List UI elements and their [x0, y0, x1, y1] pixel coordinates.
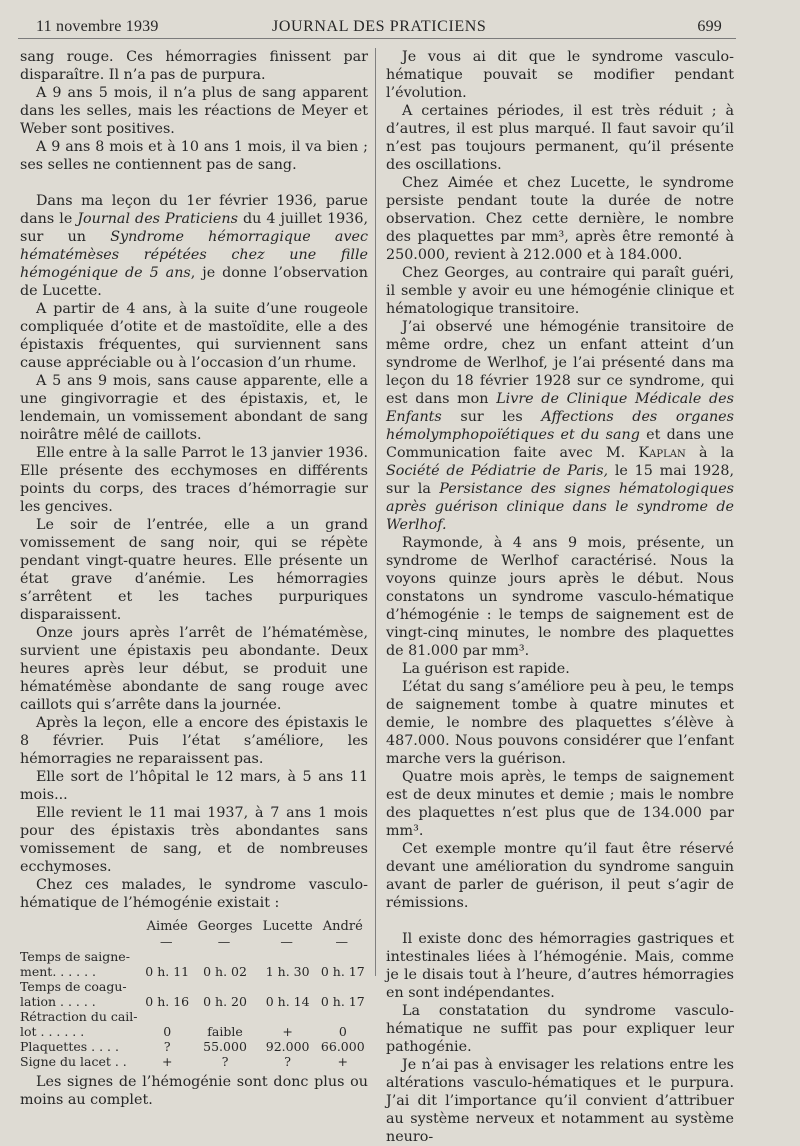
text-run: le 15 mai 1928, sur la: [386, 463, 734, 497]
column-header: Georges: [197, 919, 253, 934]
left-column: [20, 48, 368, 1109]
paragraph: La constatation du syndrome vasculo-hématique ne suffit pas pour expliquer leur pathogénie.: [386, 1003, 734, 1055]
text-run: J’ai observé une hémogénie transitoire de même ordre, chez un enfant atteint d’un syndrome de Werlhof, je l’ai présenté dans ma leçon du 18 février 1928 sur ce syndrome, qui est dans mon: [386, 319, 734, 407]
cell: 0 h. 11: [145, 964, 190, 979]
paragraph: Je vous ai dit que le syndrome vasculo-hématique pouvait se modifier pendant l’évolution.: [386, 49, 734, 101]
cell: 0: [163, 1024, 172, 1039]
paragraph: [386, 318, 734, 534]
paragraph: Les signes de l’hémogénie sont donc plus ou moins au complet.: [20, 1074, 368, 1108]
cell: 0 h. 02: [203, 964, 247, 979]
paragraph: Quatre mois après, le temps de saignement est de deux minutes et demie ; mais le nombre des plaquettes n’est plus que de 134.000 par mm³.: [386, 769, 734, 839]
row-label: Temps de saigne- ment. . . . . .: [20, 949, 130, 979]
cell: 0 h. 17: [320, 964, 365, 979]
column-divider: [375, 48, 376, 976]
lesson-title: Syndrome hémorragique avec hématémèses répétées chez une fille hémogénique de 5 ans: [20, 229, 368, 281]
author-name: Kaplan: [638, 445, 686, 461]
text-run: , je donne l’observation de Lucette.: [20, 265, 368, 299]
book-subtitle: Affections des organes hémolymphopoïétiques et du sang: [386, 409, 734, 443]
comparison-table: [20, 918, 368, 1069]
text-run: sur les: [441, 409, 542, 425]
cell: ?: [163, 1039, 171, 1054]
table-row: [20, 1054, 368, 1069]
row-label: Signe du lacet . .: [20, 1054, 127, 1069]
page-number: 699: [697, 18, 722, 35]
cell: ?: [284, 1054, 291, 1069]
paragraph: A partir de 4 ans, à la suite d’une rougeole compliquée d’otite et de mastoïdite, elle a des épistaxis fréquentes, qui surviennent sans cause appréciable ou à l’occasion d’un rhume.: [20, 301, 368, 371]
paragraph: Elle entre à la salle Parrot le 13 janvier 1936. Elle présente des ecchymoses en différents points du corps, des traces d’hémorragie sur les gencives.: [20, 445, 368, 515]
paragraph: Je n’ai pas à envisager les relations entre les altérations vasculo-hématiques et le purpura. J’ai dit l’importance qu’il convient d’attribuer au système nerveux et notamment au système neuro-: [386, 1057, 734, 1145]
column-header: Lucette: [262, 919, 313, 934]
paragraph: Onze jours après l’arrêt de l’hématémèse, survient une épistaxis peu abondante. Deux heures après leur début, se produit une hématémèse abondante de sang rouge avec caillots qui s’arrête dans la journée.: [20, 625, 368, 713]
table-row: [20, 1039, 368, 1054]
page-header: [36, 14, 728, 38]
paragraph: Chez ces malades, le syndrome vasculo-hématique de l’hémogénie existait :: [20, 877, 368, 911]
text-run: à la: [685, 445, 734, 461]
paragraph: Elle sort de l’hôpital le 12 mars, à 5 ans 11 mois...: [20, 769, 368, 803]
row-label: Temps de coagu- lation . . . . .: [20, 979, 127, 1009]
paragraph: A 5 ans 9 mois, sans cause apparente, elle a une gingivorragie et des épistaxis, et, le lendemain, un vomissement abondant de sang noirâtre mêlé de caillots.: [20, 373, 368, 443]
text-run: du 4 juillet 1936, sur un: [20, 211, 369, 245]
paragraph: Après la leçon, elle a encore des épistaxis le 8 février. Puis l’état s’améliore, les hémorragies ne reparaissent pas.: [20, 715, 368, 767]
cell: 0 h. 16: [145, 994, 190, 1009]
journal-ref: Journal des Praticiens: [77, 211, 238, 227]
cell: 55.000: [203, 1039, 247, 1054]
paragraph: [20, 192, 368, 300]
table-header-row: [20, 918, 368, 934]
communication-title: Persistance des signes hématologiques après guérison clinique dans le syndrome de Werlhof.: [386, 481, 734, 533]
cell: +: [161, 1054, 173, 1069]
row-label: Plaquettes . . . .: [20, 1039, 119, 1054]
journal-title: JOURNAL DES PRATICIENS: [272, 18, 487, 35]
paragraph: La guérison est rapide.: [402, 661, 570, 677]
column-header: Aimée: [146, 919, 188, 934]
cell: 66.000: [320, 1039, 365, 1054]
paragraph: Cet exemple montre qu’il faut être réservé devant une amélioration du syndrome sanguin avant de parler de guérison, il peut s’agir de rémissions.: [386, 841, 734, 911]
society-name: Société de Pédiatrie de Paris,: [386, 463, 609, 479]
cell: 0 h. 17: [320, 994, 365, 1009]
paragraph: Chez Georges, au contraire qui paraît guéri, il semble y avoir eu une hémogénie clinique et hématologique transitoire.: [386, 265, 734, 317]
right-column: [386, 48, 734, 1146]
row-label: Rétraction du cail- lot . . . . . .: [20, 1009, 138, 1039]
paragraph: Le soir de l’entrée, elle a un grand vomissement de sang noir, qui se répète pendant vingt-quatre heures. Elle présente un état grave d’anémie. Les hémorragies s’arrêtent et les taches purpuriques disparaissent.: [20, 517, 368, 623]
cell: ?: [221, 1054, 229, 1069]
paragraph: Raymonde, à 4 ans 9 mois, présente, un syndrome de Werlhof caractérisé. Nous la voyons quinze jours après le début. Nous constatons un syndrome vasculo-hématique d’hémogénie : le temps de saignement est de vingt-cinq minutes, le nombre des plaquettes de 81.000 par mm³.: [386, 535, 734, 659]
paragraph: A certaines périodes, il est très réduit ; à d’autres, il est plus marqué. Il faut savoir qu’il n’est pas toujours permanent, qu’il présente des oscillations.: [386, 103, 734, 173]
paragraph: Il existe donc des hémorragies gastriques et intestinales liées à l’hémogénie. Mais, comme je le disais tout à l’heure, d’autres hémorragies en sont indépendantes.: [386, 931, 734, 1001]
header-rule: [18, 38, 736, 39]
table-dash-row: — — — —: [159, 934, 351, 949]
paragraph: A 9 ans 8 mois et à 10 ans 1 mois, il va bien ; ses selles ne contiennent pas de sang.: [20, 139, 368, 173]
table-row: [20, 1009, 368, 1039]
cell: 92.000: [265, 1039, 310, 1054]
paragraph: sang rouge. Ces hémorragies finissent par disparaître. Il n’a pas de purpura.: [20, 49, 368, 83]
cell: 1 h. 30: [265, 964, 310, 979]
table-row: [20, 979, 368, 1009]
cell: faible: [207, 1024, 243, 1039]
paragraph: Elle revient le 11 mai 1937, à 7 ans 1 mois pour des épistaxis très abondantes sans vomissement de sang, et de nombreuses ecchymoses.: [20, 805, 368, 875]
text-run: Dans ma leçon du 1er février 1936, parue dans le: [20, 193, 368, 227]
cell: +: [282, 1024, 293, 1039]
cell: +: [337, 1054, 349, 1069]
book-title: Livre de Clinique Médicale des Enfants: [386, 391, 734, 425]
paragraph: L’état du sang s’améliore peu à peu, le temps de saignement tombe à quatre minutes et demie, le nombre des plaquettes s’élève à 487.000. Nous pouvons considérer que l’enfant marche vers la guérison.: [386, 679, 734, 767]
cell: 0 h. 20: [203, 994, 247, 1009]
cell: 0: [338, 1024, 347, 1039]
text-run: et dans une Communication faite avec M.: [386, 427, 734, 461]
paragraph: Chez Aimée et chez Lucette, le syndrome persiste pendant toute la durée de notre observation. Chez cette dernière, le nombre des plaquettes par mm³, après être remonté à 250.000, revient à 212.000 et à 184.000.: [386, 175, 734, 263]
column-header: André: [322, 919, 363, 934]
table-row: [20, 949, 368, 979]
cell: 0 h. 14: [265, 994, 310, 1009]
issue-date: 11 novembre 1939: [36, 18, 159, 35]
paragraph: A 9 ans 5 mois, il n’a plus de sang apparent dans les selles, mais les réactions de Meyer et Weber sont positives.: [20, 85, 368, 137]
